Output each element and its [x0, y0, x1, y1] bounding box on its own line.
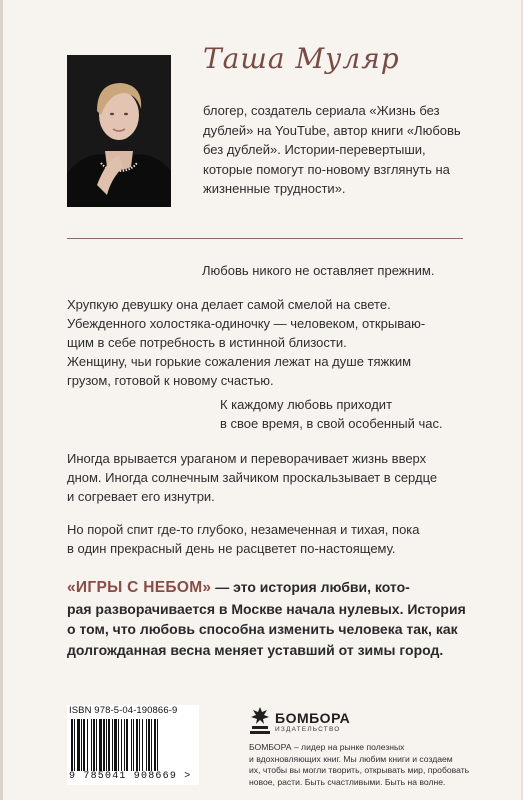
barcode-bar [133, 719, 134, 771]
barcode-bar [148, 719, 150, 771]
barcode-digits: 9 785041 908669 > [69, 771, 192, 782]
paragraph-line: щим в себе потребность в истинной близости. [67, 335, 347, 350]
barcode-bar [103, 719, 105, 771]
publisher-line: и вдохновляющих книг. Мы любим книги и создаем [249, 753, 453, 764]
quote-line: К каждому любовь приходит [220, 397, 393, 412]
barcode-bar [118, 719, 119, 771]
publisher-line: их, чтобы вы могли творить, открывать мир, пробовать [249, 765, 470, 776]
barcode-bar [77, 719, 80, 771]
barcode-bar [131, 719, 132, 771]
barcode-bar [146, 719, 147, 771]
barcode-block [67, 705, 199, 785]
barcode-bar [99, 719, 102, 771]
bombora-logo-icon [249, 707, 271, 735]
blurb-line: долгожданная весна меняет уставший от зимы город. [67, 641, 444, 658]
author-name: Таша Муляр [203, 42, 400, 75]
highlight-quote [220, 395, 460, 433]
author-photo [67, 55, 171, 207]
author-bio: блогер, создатель сериала «Жизнь без дублей» на YouTube, автор книги «Любовь без дублей». Истории-перевертыши, которые помогут по-новому взглянуть на жизненные трудности». [203, 103, 461, 196]
isbn: ISBN 978-5-04-190866-9 [69, 705, 178, 716]
barcode-bar [142, 719, 143, 771]
paragraph-line: и согревает его изнутри. [67, 489, 215, 504]
intro-line: Любовь никого не оставляет прежним. [202, 263, 435, 278]
barcode-icon [67, 719, 199, 771]
barcode-bar [74, 719, 75, 771]
barcode-bar [136, 719, 138, 771]
paragraph-3 [67, 520, 467, 558]
barcode-bar [83, 719, 85, 771]
paragraph-2 [67, 449, 467, 506]
quote-line: в свое время, в свой особенный час. [220, 416, 443, 431]
publisher-subtitle: ИЗДАТЕЛЬСТВО [275, 726, 341, 733]
barcode-bar [93, 719, 95, 771]
paragraph-line: грузом, готовой к новому счастью. [67, 373, 274, 388]
barcode-bar [157, 719, 158, 771]
blurb-line: о том, что любовь способна изменить человека так, как [67, 621, 458, 637]
barcode-bar [126, 719, 128, 771]
book-blurb [67, 577, 467, 660]
paragraph-line: Убежденного холостяка-одиночку — человеком, открываю- [67, 316, 426, 331]
paragraph-line: Иногда врывается ураганом и переворачивает жизнь вверх [67, 451, 427, 466]
publisher-description [249, 742, 471, 788]
paragraph-line: Женщину, чьи горькие сожаления лежат на душе тяжким [67, 354, 412, 369]
author-portrait-image [67, 55, 171, 207]
barcode-bar [96, 719, 97, 771]
barcode-bar [81, 719, 82, 771]
publisher-logo [249, 707, 389, 737]
publisher-line: БОМБОРА – лидер на рынке полезных [249, 742, 405, 752]
barcode-bar [154, 719, 156, 771]
barcode-bar [114, 719, 117, 771]
barcode-bar [91, 719, 92, 771]
paragraph-line: дном. Иногда солнечным зайчиком проскальзывает в сердце [67, 470, 438, 485]
blurb-line [67, 577, 467, 599]
paragraph-line: в один прекрасный день не расцветет по-настоящему. [67, 541, 396, 556]
barcode-bar [151, 719, 152, 771]
publisher-line: новое, расти. Быть счастливыми. Быть на волне. [249, 776, 446, 787]
book-title: «ИГРЫ С НЕБОМ» [67, 579, 212, 596]
paragraph-1 [67, 295, 467, 390]
barcode-bar [124, 719, 125, 771]
blurb-line-rest: — это история любви, кото- [211, 579, 410, 595]
barcode-bar [87, 719, 88, 771]
paragraph-line: Но порой спит где-то глубоко, незамеченная и тихая, пока [67, 522, 420, 537]
barcode-bar [121, 719, 122, 771]
barcode-bar [106, 719, 107, 771]
barcode-bar [71, 719, 73, 771]
section-divider [67, 238, 463, 239]
publisher-name: БОМБОРА [275, 710, 351, 726]
barcode-bar [139, 719, 140, 771]
barcode-bar [108, 719, 110, 771]
blurb-line: рая разворачивается в Москве начала нулевых. История [67, 600, 466, 617]
barcode-bar [112, 719, 113, 771]
paragraph-line: Хрупкую девушку она делает самой смелой на свете. [67, 297, 391, 312]
